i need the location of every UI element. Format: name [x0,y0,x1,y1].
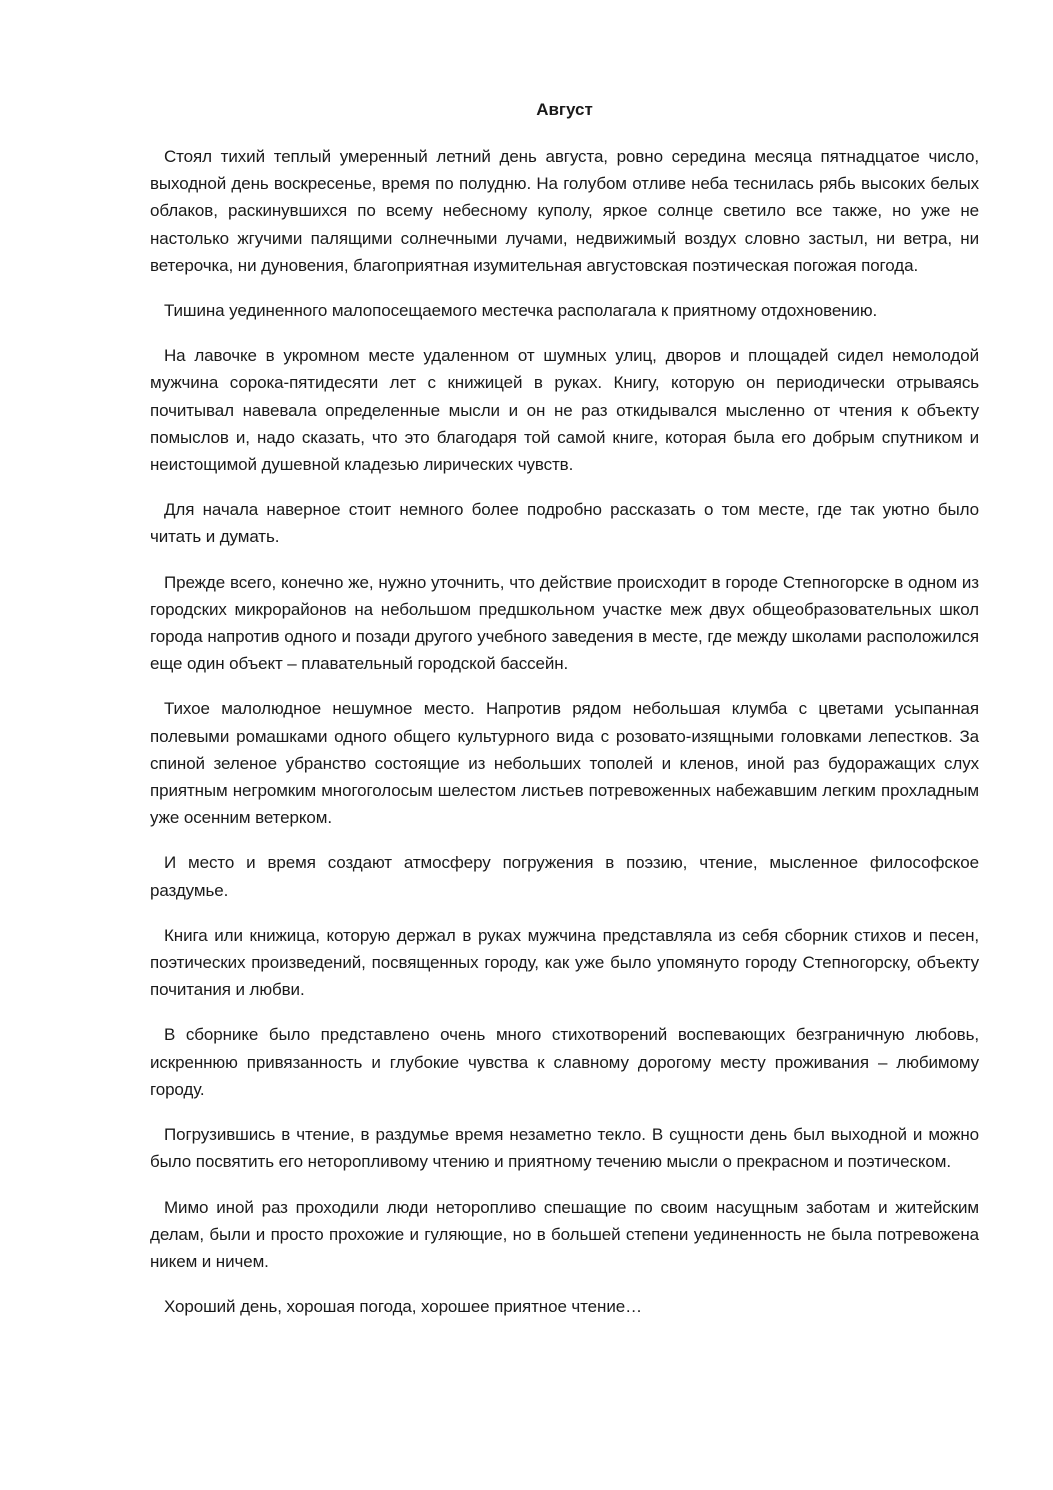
paragraph-5: Прежде всего, конечно же, нужно уточнить, что действие происходит в городе Степногорске в одном из городских микрорайонов на небольшом предшкольном участке меж двух общеобразовательных школ города напротив одного и позади другого учебного заведения в месте, где между школами расположился еще один объект – плавательный городской бассейн. [150,572,979,674]
paragraph-3: На лавочке в укромном месте удаленном от шумных улиц, дворов и площадей сидел немолодой мужчина сорока-пятидесяти лет с книжицей в руках. Книгу, которую он периодически отрываясь почитывал навевала определенные мысли и он не раз откидывался мысленно от чтения к объекту помыслов и, надо сказать, что это благодаря той самой книге, которая была его добрым спутником и неистощимой душевной кладезью лирических чувств. [150,346,979,475]
paragraph-9: В сборнике было представлено очень много стихотворений воспевающих безграничную любовь, искреннюю привязанность и глубокие чувства к славному дорогому месту проживания – любимому городу. [150,1025,979,1099]
paragraph-2: Тишина уединенного малопосещаемого местечка располагала к приятному отдохновению. [164,301,878,321]
document-page [150,96,979,1338]
paragraph-11: Мимо иной раз проходили люди неторопливо спешащие по своим насущным заботам и житейским делам, были и просто прохожие и гуляющие, но в большей степени уединенность не была потревожена никем и ничем. [150,1197,979,1271]
paragraph-4: Для начала наверное стоит немного более подробно рассказать о том месте, где так уютно было читать и думать. [150,500,979,547]
paragraph-10: Погрузившись в чтение, в раздумье время незаметно текло. В сущности день был выходной и можно было посвятить его неторопливому чтению и приятному течению мысли о прекрасном и поэтическом. [150,1125,979,1172]
paragraph-1: Стоял тихий теплый умеренный летний день августа, ровно середина месяца пятнадцатое число, выходной день воскресенье, время по полудню. На голубом отливе неба теснилась рябь высоких белых облаков, раскинувшихся по всему небесному куполу, яркое солнце светило все также, но уже не настолько жгучими палящими солнечными лучами, недвижимый воздух словно застыл, ни ветра, ни ветерочка, ни дуновения, благоприятная изумительная августовская поэтическая погожая погода. [150,147,979,275]
paragraph-8: Книга или книжица, которую держал в руках мужчина представляла из себя сборник стихов и песен, поэтических произведений, посвященных городу, как уже было упомянуто городу Степногорску, объекту почитания и любви. [150,925,979,1000]
paragraph-6: Тихое малолюдное нешумное место. Напротив рядом небольшая клумба с цветами усыпанная полевыми ромашками одного общего культурного вида с розовато-изящными головками лепестков. За спиной зеленое убранство состоящие из небольших тополей и кленов, иной раз будоражащих слух приятным негромким многоголосым шелестом листьев потревоженных набежавшим легким прохладным уже осенним ветерком. [150,699,979,828]
paragraph-12: Хороший день, хорошая погода, хорошее приятное чтение… [164,1297,642,1317]
document-title: Август [536,100,593,119]
paragraph-7: И место и время создают атмосферу погружения в поэзию, чтение, мысленное философское раздумье. [150,853,979,900]
